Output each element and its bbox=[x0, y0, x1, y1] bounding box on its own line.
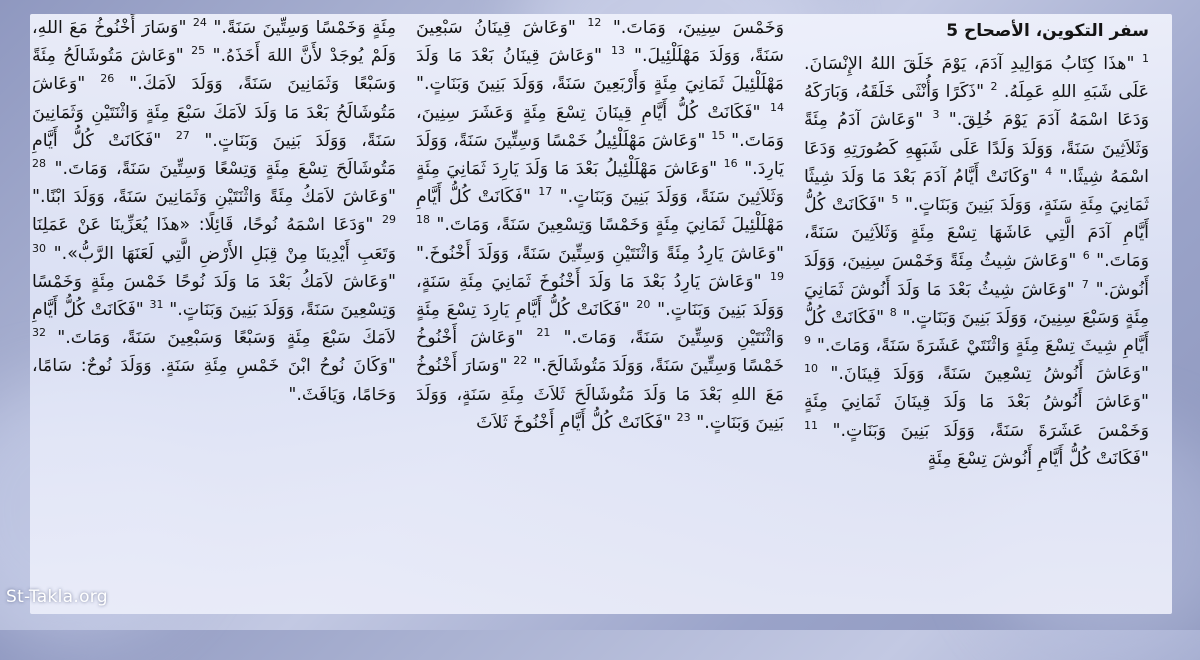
verse-text: "وَعَاشَ مَهْلَلْئِيلُ بَعْدَ مَا وَلَدَ يَارِدَ ثَمَانِيَ مِئَةٍ وَثَلاَثِينَ سَنَةً، وَوَلَدَ بَنِينَ وَبَنَاتٍ." bbox=[416, 159, 784, 208]
verse-number: 16 bbox=[723, 157, 738, 171]
verse-number: 15 bbox=[711, 129, 726, 143]
verse-text: "وَعَاشَ أَخْنُوخُ خَمْسًا وَسِتِّينَ سَنَةً، وَوَلَدَ مَتُوشَالَحَ." bbox=[416, 328, 784, 377]
verse-text: "وَدَعَا اسْمَهُ نُوحًا، قَائِلًا: «هذَا يُعَزِّينَا عَنْ عَمَلِنَا وَتَعَبِ أَيْدِينَا مِنْ قِبَلِ الأَرْضِ الَّتِي لَعَنَهَا الرَّبُّ»." bbox=[32, 215, 396, 264]
text-panel bbox=[30, 14, 1172, 614]
verse-text: "فَكَانَتْ كُلُّ أَيَّامِ شِيثَ تِسْعَ مِئَةٍ وَاثْنَتَيْ عَشَرَةَ سَنَةً، وَمَاتَ." bbox=[804, 307, 1149, 357]
verse-text: "وَعَاشَ أَنُوشُ تِسْعِينَ سَنَةً، وَوَلَدَ قِينَانَ." bbox=[830, 364, 1149, 385]
verse-number: 12 bbox=[587, 16, 602, 30]
verse-text: مِئَةٍ وَخَمْسًا وَسِتِّينَ سَنَةً." bbox=[213, 18, 396, 38]
verse-number: 20 bbox=[636, 298, 651, 312]
verse-number: 8 bbox=[889, 306, 897, 320]
verse-text: "وَعَاشَ لاَمَكُ مِئَةً وَاثْنَتَيْنِ وَثَمَانِينَ سَنَةً، وَوَلَدَ ابْنًا." bbox=[32, 187, 396, 208]
verse-number: 3 bbox=[932, 108, 940, 122]
verse-text: "وَكَانَ نُوحُ ابْنَ خَمْسِ مِئَةِ سَنَةٍ. وَوَلَدَ نُوحٌ: سَامًا، وَحَامًا، وَيَافَثَ." bbox=[32, 356, 396, 405]
verse-number: 28 bbox=[32, 157, 46, 171]
verse-number: 23 bbox=[676, 411, 691, 425]
verse-number: 5 bbox=[891, 193, 899, 207]
verse-number: 7 bbox=[1081, 277, 1089, 291]
verse-text: "وَعَاشَ يَارِدُ بَعْدَ مَا وَلَدَ أَخْنُوخَ ثَمَانِيَ مِئَةِ سَنَةٍ، وَوَلَدَ بَنِينَ وَبَنَاتٍ." bbox=[416, 271, 784, 321]
verse-number: 25 bbox=[191, 44, 206, 58]
chapter-heading: سفر التكوين، الأصحاح 5 bbox=[946, 21, 1149, 41]
verse-text: "وَعَاشَ يَارِدُ مِئَةً وَاثْنَتَيْنِ وَسِتِّينَ سَنَةً، وَوَلَدَ أَخْنُوخَ." bbox=[416, 243, 784, 264]
verse-number: 9 bbox=[804, 334, 811, 348]
verse-number: 31 bbox=[149, 298, 164, 312]
verse-text: وَخَمْسَ سِنِينَ، وَمَاتَ." bbox=[612, 18, 784, 38]
verse-number: 29 bbox=[382, 213, 396, 227]
verse-text: "وَعَاشَ شِيثُ بَعْدَ مَا وَلَدَ أَنُوشَ ثَمَانِيَ مِئَةٍ وَسَبْعَ سِنِينَ، وَوَلَدَ بَنِينَ وَبَنَاتٍ." bbox=[804, 279, 1149, 328]
verse-number: 2 bbox=[990, 80, 998, 94]
verse-text: "فَكَانَتْ كُلُّ أَيَّامِ مَهْلَلْئِيلَ ثَمَانِيَ مِئَةٍ وَخَمْسًا وَتِسْعِينَ سَنَةً، وَمَاتَ." bbox=[416, 187, 784, 236]
verse-number: 21 bbox=[536, 326, 551, 340]
verse-text: "وَعَاشَ مَتُوشَالَحُ بَعْدَ مَا وَلَدَ لاَمَكَ سَبْعَ مِئَةٍ وَاثْنَتَيْنِ وَثَمَانِينَ سَنَةً، وَوَلَدَ بَنِينَ وَبَنَاتٍ." bbox=[32, 74, 396, 151]
verse-text: "فَكَانَتْ كُلُّ أَيَّامِ لاَمَكَ سَبْعَ مِئَةٍ وَسَبْعًا وَسَبْعِينَ سَنَةً، وَمَاتَ." bbox=[32, 300, 396, 349]
verse-text: "هذَا كِتَابُ مَوَالِيدِ آدَمَ، يَوْمَ خَلَقَ اللهُ الإِنْسَانَ. عَلَى شَبَهِ اللهِ عَمِلَهُ. bbox=[804, 54, 1149, 103]
verse-number: 18 bbox=[416, 213, 430, 227]
verse-number: 6 bbox=[1082, 249, 1090, 263]
verse-text: "وَعَاشَ مَهْلَلْئِيلُ خَمْسًا وَسِتِّينَ سَنَةً، وَوَلَدَ يَارِدَ." bbox=[416, 130, 784, 180]
verse-text: "وَعَاشَ مَتُوشَالَحُ مِئَةً وَسَبْعًا وَثَمَانِينَ سَنَةً، وَوَلَدَ لاَمَكَ." bbox=[32, 46, 396, 95]
column-right bbox=[804, 14, 1149, 614]
verse-paragraph bbox=[804, 50, 1149, 473]
verse-number: 30 bbox=[32, 241, 46, 255]
verse-text: "فَكَانَتْ كُلُّ أَيَّامِ أَخْنُوخَ ثَلاَثَ bbox=[476, 412, 672, 433]
verse-text: "وَعَاشَ لاَمَكُ بَعْدَ مَا وَلَدَ نُوحًا خَمْسَ مِئَةٍ وَخَمْسًا وَتِسْعِينَ سَنَةً، وَوَلَدَ بَنِينَ وَبَنَاتٍ." bbox=[32, 271, 396, 321]
verse-text: "وَعَاشَ قِينَانُ بَعْدَ مَا وَلَدَ مَهْلَلْئِيلَ ثَمَانِيَ مِئَةٍ وَأَرْبَعِينَ سَنَةً، وَوَلَدَ بَنِينَ وَبَنَاتٍ." bbox=[416, 46, 784, 95]
verse-text: "ذَكَرًا وَأُنْثَى خَلَقَهُ، وَبَارَكَهُ وَدَعَا اسْمَهُ آدَمَ يَوْمَ خُلِقَ." bbox=[804, 82, 1149, 131]
verse-text: "وَسَارَ أَخْنُوخُ مَعَ اللهِ بَعْدَ مَا وَلَدَ مَتُوشَالَحَ ثَلاَثَ مِئَةِ سَنَةٍ، وَوَلَدَ بَنِينَ وَبَنَاتٍ." bbox=[416, 356, 784, 433]
column-left bbox=[32, 14, 396, 614]
verse-text: "فَكَانَتْ كُلُّ أَيَّامِ يَارِدَ تِسْعَ مِئَةٍ وَاثْنَتَيْنِ وَسِتِّينَ سَنَةً، وَمَاتَ." bbox=[416, 300, 784, 349]
verse-text: "فَكَانَتْ كُلُّ أَيَّامِ قِينَانَ تِسْعَ مِئَةٍ وَعَشَرَ سِنِينَ، وَمَاتَ." bbox=[416, 102, 784, 151]
verse-paragraph bbox=[416, 14, 784, 437]
verse-text: "وَكَانَتْ أَيَّامُ آدَمَ بَعْدَ مَا وَلَدَ شِيثًا ثَمَانِيَ مِئَةِ سَنَةٍ، وَوَلَدَ بَنِينَ وَبَنَاتٍ." bbox=[804, 166, 1149, 216]
site-watermark: St-Takla.org bbox=[6, 587, 108, 607]
verse-text: "وَعَاشَ قِينَانُ سَبْعِينَ سَنَةً، وَوَلَدَ مَهْلَلْئِيلَ." bbox=[416, 18, 784, 67]
verse-text: "وَعَاشَ آدَمُ مِئَةً وَثَلاَثِينَ سَنَةً، وَوَلَدَ وَلَدًا عَلَى شَبَهِهِ كَصُورَتِهِ وَدَعَا اسْمَهُ شِيثًا." bbox=[804, 110, 1149, 187]
verse-number: 4 bbox=[1045, 165, 1053, 179]
verse-number: 1 bbox=[1142, 52, 1149, 66]
verse-number: 19 bbox=[770, 270, 784, 284]
verse-number: 11 bbox=[804, 418, 818, 432]
verse-text: "وَعَاشَ شِيثُ مِئَةً وَخَمْسَ سِنِينَ، وَوَلَدَ أَنُوشَ." bbox=[804, 251, 1149, 300]
verse-number: 32 bbox=[32, 326, 46, 340]
verse-number: 24 bbox=[192, 16, 207, 30]
verse-text: "فَكَانَتْ كُلُّ أَيَّامِ أَنُوشَ تِسْعَ مِئَةٍ bbox=[927, 448, 1149, 469]
verse-number: 22 bbox=[513, 354, 528, 368]
column-middle bbox=[416, 14, 784, 614]
verse-number: 14 bbox=[770, 100, 784, 114]
verse-number: 27 bbox=[175, 129, 190, 143]
verse-text: "فَكَانَتْ كُلُّ أَيَّامِ مَتُوشَالَحَ تِسْعَ مِئَةٍ وَتِسْعًا وَسِتِّينَ سَنَةً، وَمَاتَ." bbox=[32, 130, 396, 180]
verse-number: 26 bbox=[100, 72, 115, 86]
verse-text: "وَسَارَ أَخْنُوخُ مَعَ اللهِ، وَلَمْ يُوجَدْ لأَنَّ اللهَ أَخَذَهُ." bbox=[32, 18, 396, 67]
verse-text: "وَعَاشَ أَنُوشُ بَعْدَ مَا وَلَدَ قِينَانَ ثَمَانِيَ مِئَةٍ وَخَمْسَ عَشَرَةَ سَنَةً، وَوَلَدَ بَنِينَ وَبَنَاتٍ." bbox=[804, 392, 1149, 441]
verse-paragraph bbox=[32, 14, 396, 409]
verse-text: "فَكَانَتْ كُلُّ أَيَّامِ آدَمَ الَّتِي عَاشَهَا تِسْعَ مِئَةٍ وَثَلاَثِينَ سَنَةً، وَمَاتَ." bbox=[804, 195, 1149, 272]
verse-number: 17 bbox=[538, 185, 553, 199]
verse-number: 10 bbox=[804, 362, 818, 376]
verse-number: 13 bbox=[610, 44, 625, 58]
